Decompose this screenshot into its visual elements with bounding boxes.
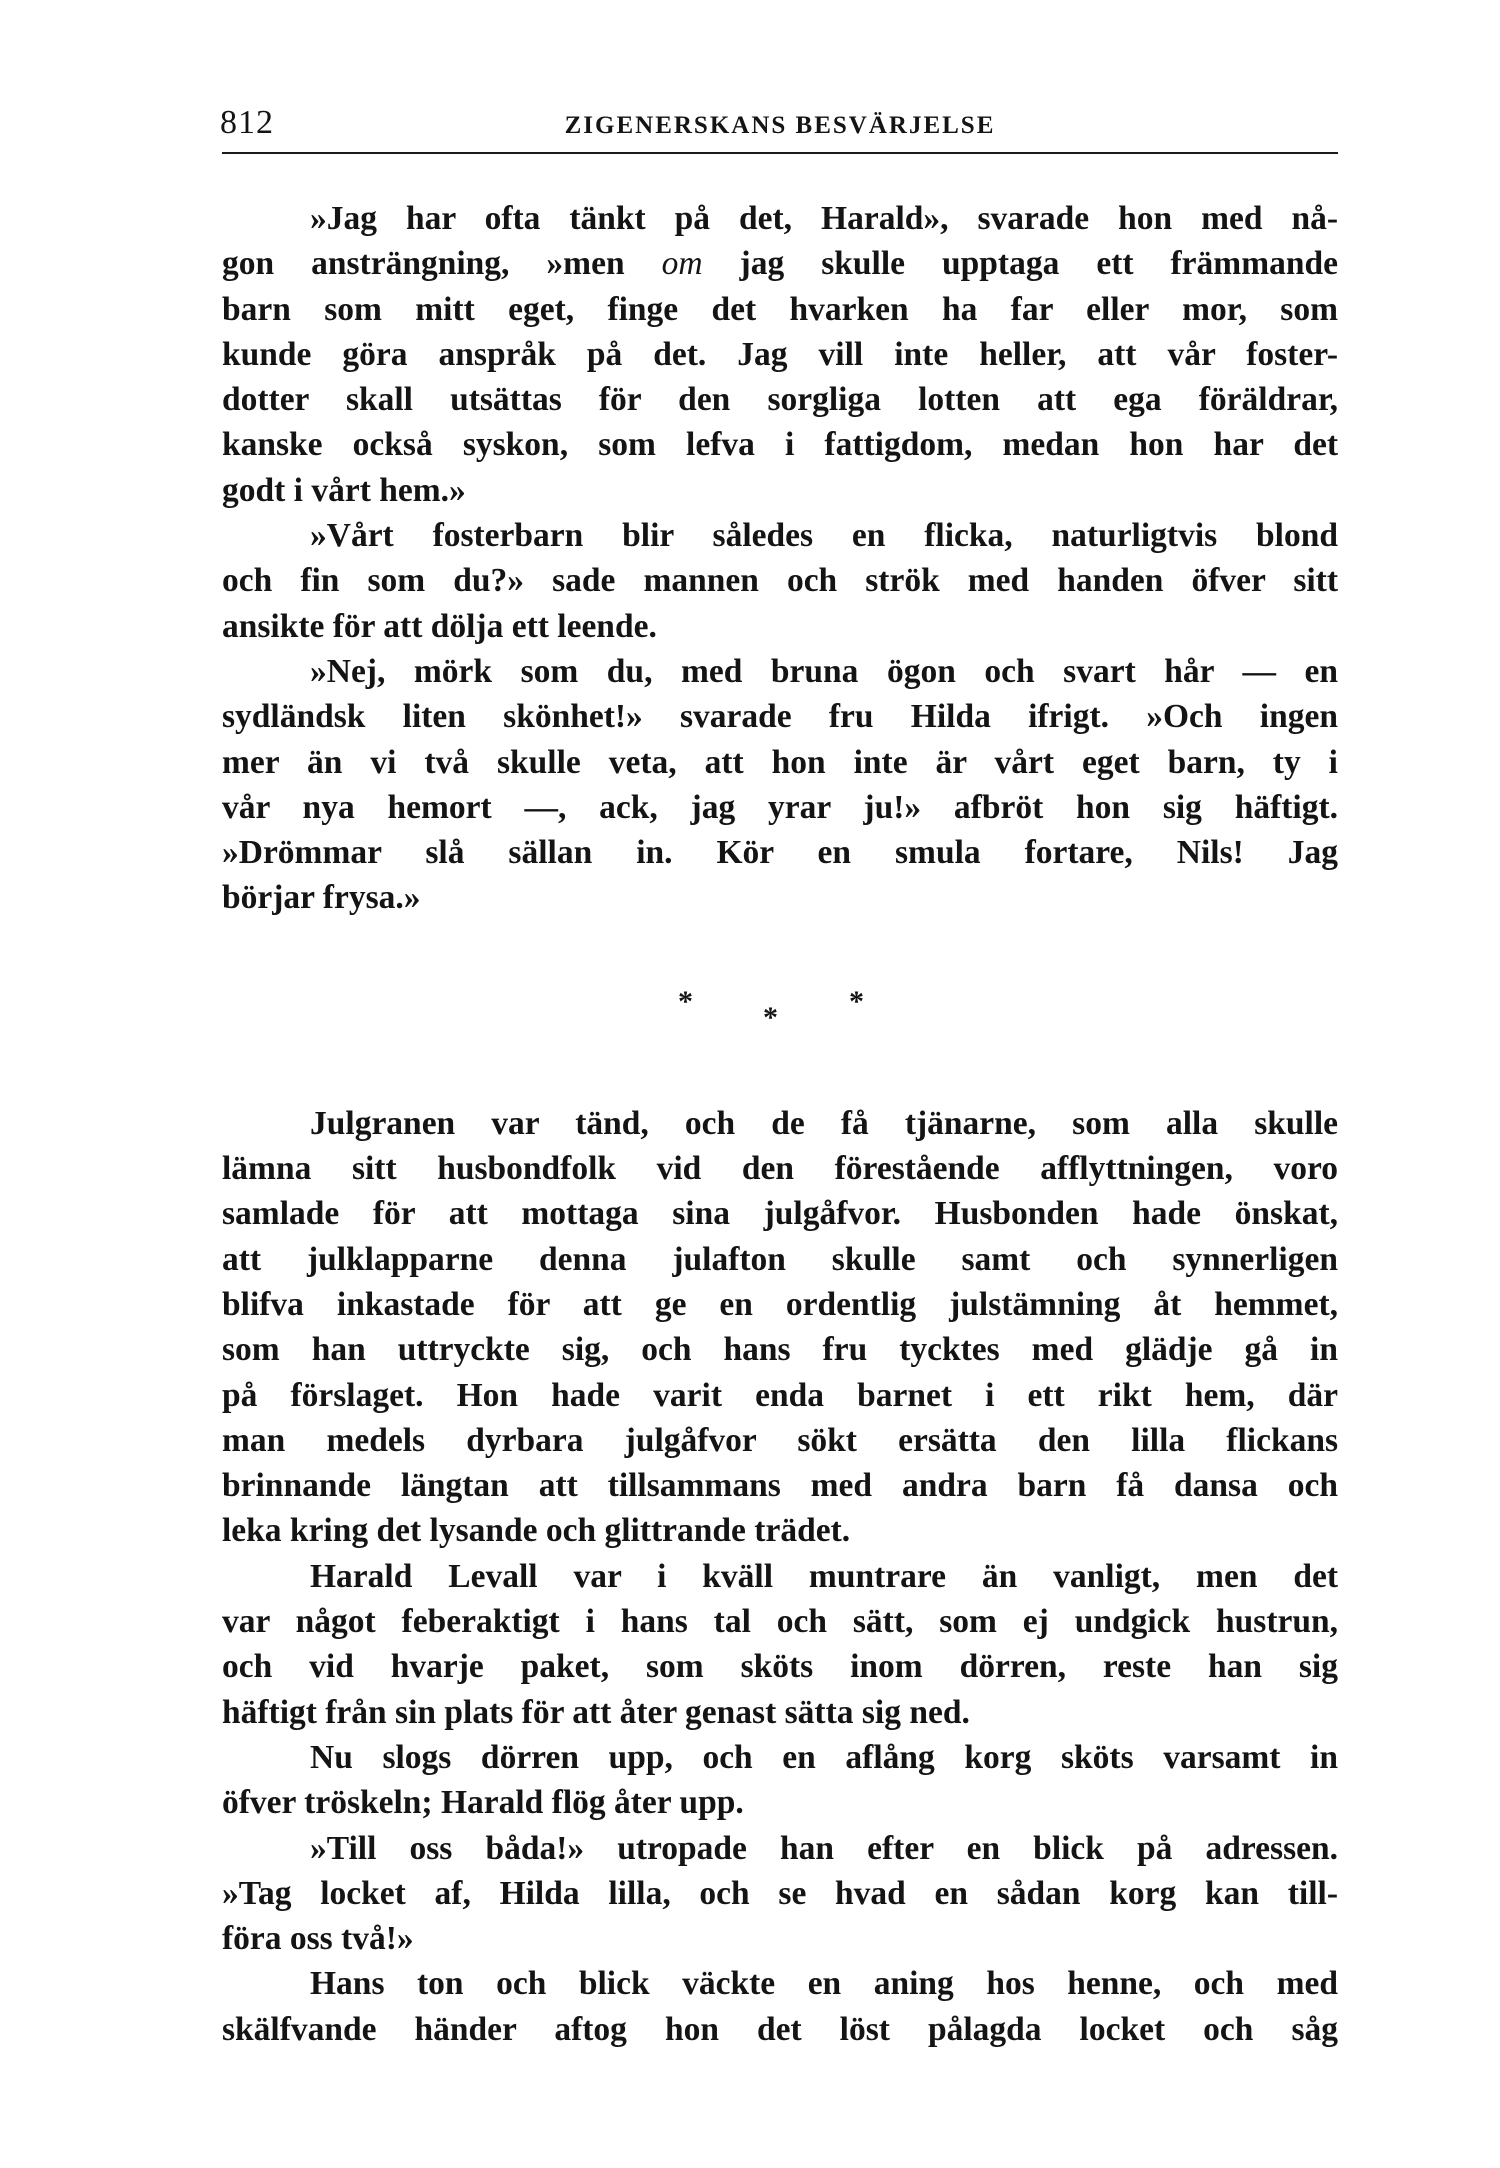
text-line: »Drömmar slå sällan in. Kör en smula fortare, Nils! Jag <box>222 834 1338 872</box>
text-line: samlade för att mottaga sina julgåfvor. Husbonden hade önskat, <box>222 1195 1338 1233</box>
text-line: leka kring det lysande och glittrande trädet. <box>222 1512 851 1550</box>
text-line: »Vårt fosterbarn blir således en flicka, naturligtvis blond <box>310 517 1338 555</box>
text-line: Nu slogs dörren upp, och en aflång korg sköts varsamt in <box>310 1738 1338 1776</box>
text-line: dotter skall utsättas för den sorgliga lotten att ega föräldrar, <box>222 381 1338 419</box>
text-line: blifva inkastade för att ge en ordentlig julstämning åt hemmet, <box>222 1285 1338 1323</box>
text-line: »Jag har ofta tänkt på det, Harald», svarade hon med nå- <box>310 200 1338 237</box>
text-line: ansikte för att dölja ett leende. <box>222 607 657 645</box>
text-line: var något feberaktigt i hans tal och sätt, som ej undgick hustrun, <box>222 1603 1338 1641</box>
section-break-asterisk: * <box>763 1000 778 1034</box>
body-text <box>222 196 1338 2052</box>
text-line: man medels dyrbara julgåfvor sökt ersätta den lilla flickans <box>222 1421 1338 1459</box>
text-line: att julklapparne denna julafton skulle samt och synnerligen <box>222 1240 1338 1278</box>
text-fragment: jag skulle upptaga ett främmande <box>702 245 1338 283</box>
text-line: Harald Levall var i kväll muntrare än vanligt, men det <box>310 1557 1338 1595</box>
text-line: »Nej, mörk som du, med bruna ögon och svart hår — en <box>310 652 1338 690</box>
text-line: öfver tröskeln; Harald flög åter upp. <box>222 1784 744 1822</box>
text-line: godt i vårt hem.» <box>222 471 466 509</box>
text-line: »Till oss båda!» utropade han efter en blick på adressen. <box>310 1829 1338 1867</box>
text-line: sydländsk liten skönhet!» svarade fru Hilda ifrigt. »Och ingen <box>222 698 1338 736</box>
text-line: kanske också syskon, som lefva i fattigdom, medan hon har det <box>222 426 1338 464</box>
page-header <box>222 100 1338 154</box>
text-line: föra oss två!» <box>222 1920 414 1958</box>
text-line: lämna sitt husbondfolk vid den förestående afflyttningen, voro <box>222 1150 1338 1188</box>
book-page <box>222 100 1338 2052</box>
italic-word: om <box>661 245 703 283</box>
running-title: ZIGENERSKANS BESVÄRJELSE <box>564 112 996 139</box>
section-break-asterisk: * <box>849 984 864 1018</box>
text-line <box>222 241 1338 286</box>
text-line: Julgranen var tänd, och de få tjänarne, som alla skulle <box>310 1104 1338 1142</box>
section-break-asterisk: * <box>678 984 693 1018</box>
text-line: som han uttryckte sig, och hans fru tycktes med glädje gå in <box>222 1331 1338 1369</box>
text-line: skälfvande händer aftog hon det löst pålagda locket och såg <box>222 2010 1338 2048</box>
text-line: och fin som du?» sade mannen och strök med handen öfver sitt <box>222 562 1338 600</box>
text-line: barn som mitt eget, finge det hvarken ha far eller mor, som <box>222 290 1338 328</box>
text-line: »Tag locket af, Hilda lilla, och se hvad en sådan korg kan till- <box>222 1874 1338 1912</box>
text-line: brinnande längtan att tillsammans med andra barn få dansa och <box>222 1467 1338 1505</box>
page-number: 812 <box>220 104 274 141</box>
text-line: kunde göra anspråk på det. Jag vill inte heller, att vår foster- <box>222 335 1338 373</box>
text-line: och vid hvarje paket, som sköts inom dörren, reste han sig <box>222 1648 1338 1686</box>
text-line: börjar frysa.» <box>222 879 421 917</box>
text-line: häftigt från sin plats för att åter genast sätta sig ned. <box>222 1693 970 1731</box>
text-line: Hans ton och blick väckte en aning hos henne, och med <box>310 1965 1338 2003</box>
text-line: på förslaget. Hon hade varit enda barnet i ett rikt hem, där <box>222 1376 1338 1414</box>
text-fragment: gon ansträngning, »men <box>222 245 662 283</box>
section-break <box>222 921 1338 1101</box>
text-line: vår nya hemort —, ack, jag yrar ju!» afbröt hon sig häftigt. <box>222 788 1338 826</box>
text-line: mer än vi två skulle veta, att hon inte är vårt eget barn, ty i <box>222 743 1338 781</box>
